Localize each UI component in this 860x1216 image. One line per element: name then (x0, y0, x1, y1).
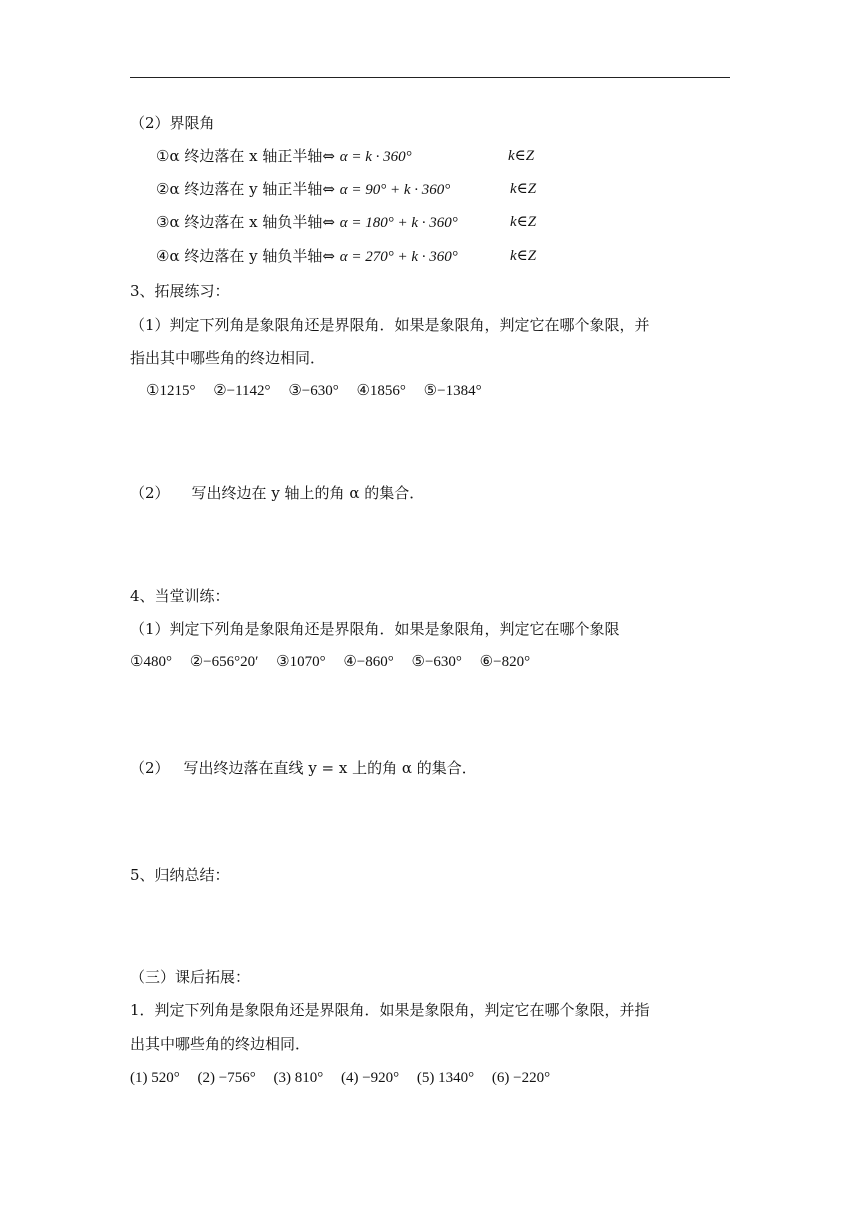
section-4-question-2 (130, 758, 477, 778)
section-3-question-2 (130, 483, 424, 503)
row-formula: α = 270° + k · 360° (339, 249, 458, 265)
row-index: ④ (156, 247, 170, 265)
row-condition: k∈Z (510, 214, 537, 230)
row-index: ① (156, 147, 170, 165)
row-index: ③ (156, 213, 170, 231)
angle-item: ②−656°20′ (189, 654, 259, 670)
boundary-row-2 (156, 179, 450, 200)
angle-item: (2) −756° (197, 1070, 256, 1086)
row-index: ② (156, 180, 170, 198)
row-formula: α = k · 360° (339, 149, 412, 165)
angle-item: (3) 810° (273, 1070, 324, 1086)
row-text: α 终边落在 x 轴正半轴⇔ (169, 147, 335, 165)
question-label: （2） (130, 759, 170, 777)
angle-item: ⑤−1384° (423, 383, 482, 399)
boundary-row-1 (156, 146, 412, 167)
section-4-heading: 4、当堂训练： (130, 587, 230, 605)
section-3-question-1-line-2: 指出其中哪些角的终边相同． (130, 349, 326, 367)
section-3-angle-list (146, 381, 496, 401)
after-class-heading: （三）课后拓展： (130, 968, 251, 986)
after-class-question-line-2: 出其中哪些角的终边相同． (130, 1035, 311, 1053)
section-5-heading: 5、归纳总结： (130, 866, 230, 884)
row-condition: k∈Z (510, 248, 537, 264)
question-text: 写出终边在 y 轴上的角 α 的集合． (191, 484, 425, 502)
after-class-question-line-1: 1．判定下列角是象限角还是界限角．如果是象限角，判定它在哪个象限，并指 (130, 1001, 650, 1019)
angle-item: ④−860° (343, 654, 394, 670)
angle-item: ④1856° (356, 383, 406, 399)
row-text: α 终边落在 y 轴负半轴⇔ (169, 247, 335, 265)
angle-item: (6) −220° (491, 1070, 551, 1086)
boundary-row-4 (156, 246, 458, 267)
angle-item: ①1215° (146, 383, 196, 399)
section-4-question-1-line-1: （1）判定下列角是象限角还是界限角．如果是象限角，判定它在哪个象限 (130, 620, 620, 638)
section-3-question-1-line-1: （1）判定下列角是象限角还是界限角．如果是象限角，判定它在哪个象限，并 (130, 316, 650, 334)
row-text: α 终边落在 x 轴负半轴⇔ (169, 213, 335, 231)
header-rule (130, 77, 730, 78)
row-text: α 终边落在 y 轴正半轴⇔ (169, 180, 335, 198)
angle-item: (5) 1340° (416, 1070, 475, 1086)
section-2-heading: （2）界限角 (130, 114, 215, 132)
angle-item: (1) 520° (130, 1070, 180, 1086)
row-formula: α = 180° + k · 360° (339, 215, 458, 231)
angle-item: ②−1142° (213, 383, 271, 399)
question-text: 写出终边落在直线 y = x 上的角 α 的集合． (183, 759, 477, 777)
angle-item: ①480° (130, 654, 172, 670)
angle-item: ⑤−630° (411, 654, 462, 670)
section-3-heading: 3、拓展练习： (130, 282, 230, 300)
row-condition: k∈Z (508, 148, 535, 164)
angle-item: ③−630° (288, 383, 339, 399)
row-formula: α = 90° + k · 360° (339, 182, 451, 198)
question-label: （2） (130, 484, 170, 502)
after-class-angle-list (130, 1068, 564, 1088)
boundary-row-3 (156, 212, 458, 233)
section-4-angle-list (130, 652, 544, 672)
angle-item: ③1070° (276, 654, 326, 670)
row-condition: k∈Z (510, 181, 537, 197)
angle-item: ⑥−820° (479, 654, 531, 670)
angle-item: (4) −920° (340, 1070, 400, 1086)
